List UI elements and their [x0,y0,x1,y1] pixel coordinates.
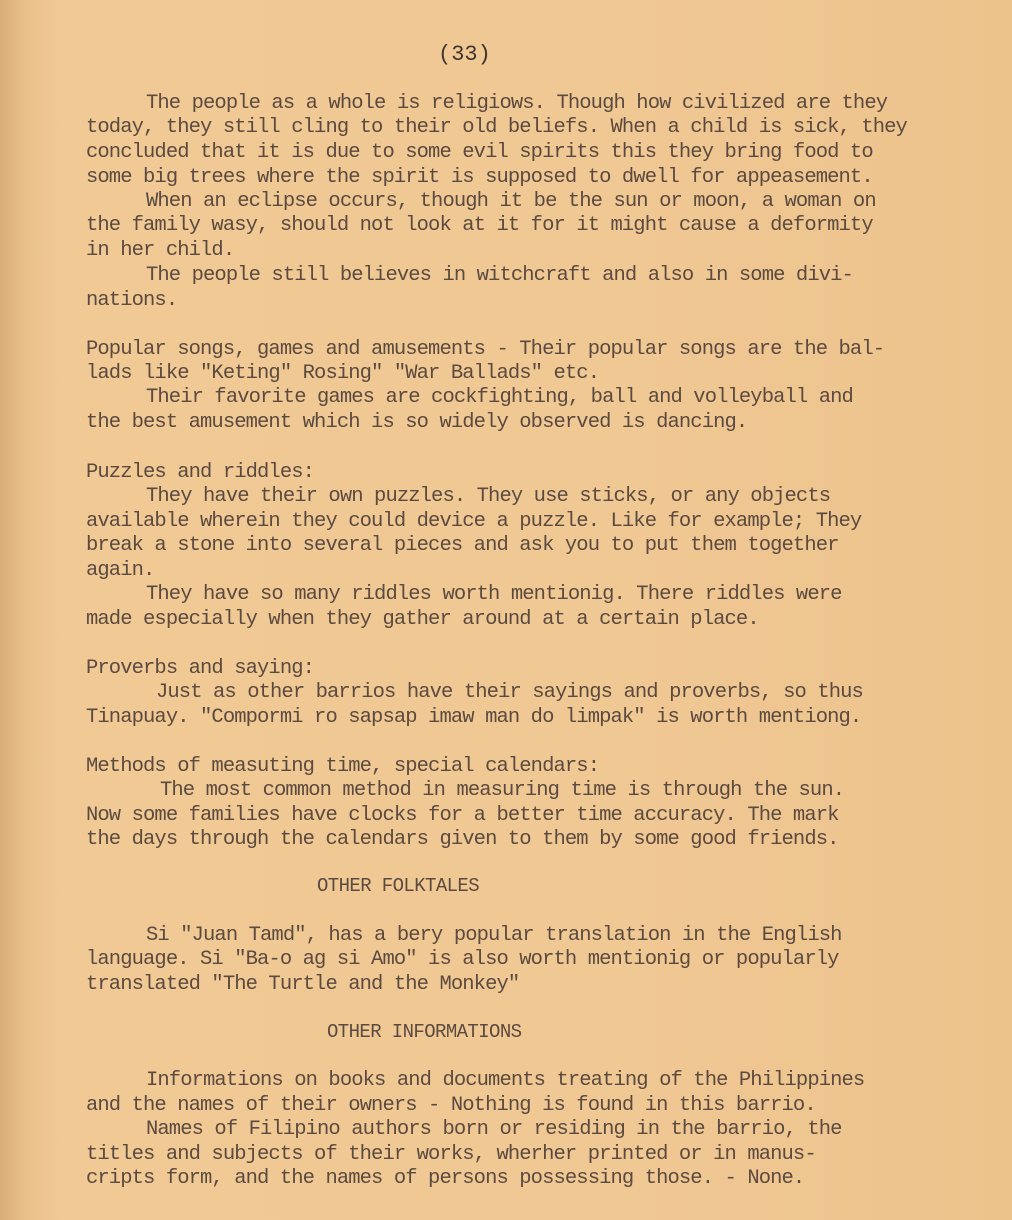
body-line: break a stone into several pieces and ask you to put them together [86,534,839,557]
body-line: Si "Juan Tamd", has a bery popular translation in the English [146,924,842,947]
body-line: The most common method in measuring time is through the sun. [160,779,845,802]
section-heading: Proverbs and saying: [86,657,315,680]
body-line: cripts form, and the names of persons possessing those. - None. [86,1167,805,1190]
body-line: They have their own puzzles. They use sticks, or any objects [146,485,831,508]
body-line: and the names of their owners - Nothing is found in this barrio. [86,1094,816,1117]
body-line: Their favorite games are cockfighting, ball and volleyball and [146,386,853,409]
body-line: Now some families have clocks for a better time accuracy. The mark [86,804,839,827]
body-line: the best amusement which is so widely observed is dancing. [86,411,748,434]
body-line: titles and subjects of their works, wherher printed or in manus- [86,1143,816,1166]
body-line: concluded that it is due to some evil spirits this they bring food to [86,141,873,164]
body-line: nations. [86,289,178,312]
page-number: (33) [438,42,491,67]
body-line: The people still believes in witchcraft and also in some divi- [146,264,853,287]
body-line: the days through the calendars given to them by some good friends. [86,828,839,851]
section-lead-line: Popular songs, games and amusements - Their popular songs are the bal- [86,338,885,361]
body-line: Names of Filipino authors born or residing in the barrio, the [146,1118,842,1141]
body-line: in her child. [86,239,235,262]
body-line: language. Si "Ba-o ag si Amo" is also worth mentionig or popularly [86,948,839,971]
section-heading: Puzzles and riddles: [86,461,315,484]
body-line: made especially when they gather around at a certain place. [86,608,759,631]
body-line: available wherein they could device a puzzle. Like for example; They [86,510,862,533]
body-line: the family wasy, should not look at it for it might cause a deformity [86,214,873,237]
body-line: The people as a whole is religiows. Though how civilized are they [146,92,888,115]
body-line: lads like "Keting" Rosing" "War Ballads" etc. [86,362,600,385]
body-line: today, they still cling to their old beliefs. When a child is sick, they [86,116,907,139]
section-title-folktales: OTHER FOLKTALES [317,875,480,897]
section-title-informations: OTHER INFORMATIONS [327,1021,522,1043]
body-line: translated "The Turtle and the Monkey" [86,973,520,996]
body-line: When an eclipse occurs, though it be the sun or moon, a woman on [146,190,876,213]
body-line: Tinapuay. "Compormi ro sapsap imaw man do limpak" is worth mentiong. [86,706,862,729]
body-line: some big trees where the spirit is supposed to dwell for appeasement. [86,166,873,189]
body-line: They have so many riddles worth mentionig. There riddles were [146,583,842,606]
body-line: again. [86,559,155,582]
body-line: Informations on books and documents treating of the Philippines [146,1069,865,1092]
body-line: Just as other barrios have their sayings and proverbs, so thus [156,681,863,704]
section-heading: Methods of measuting time, special calendars: [86,755,600,778]
